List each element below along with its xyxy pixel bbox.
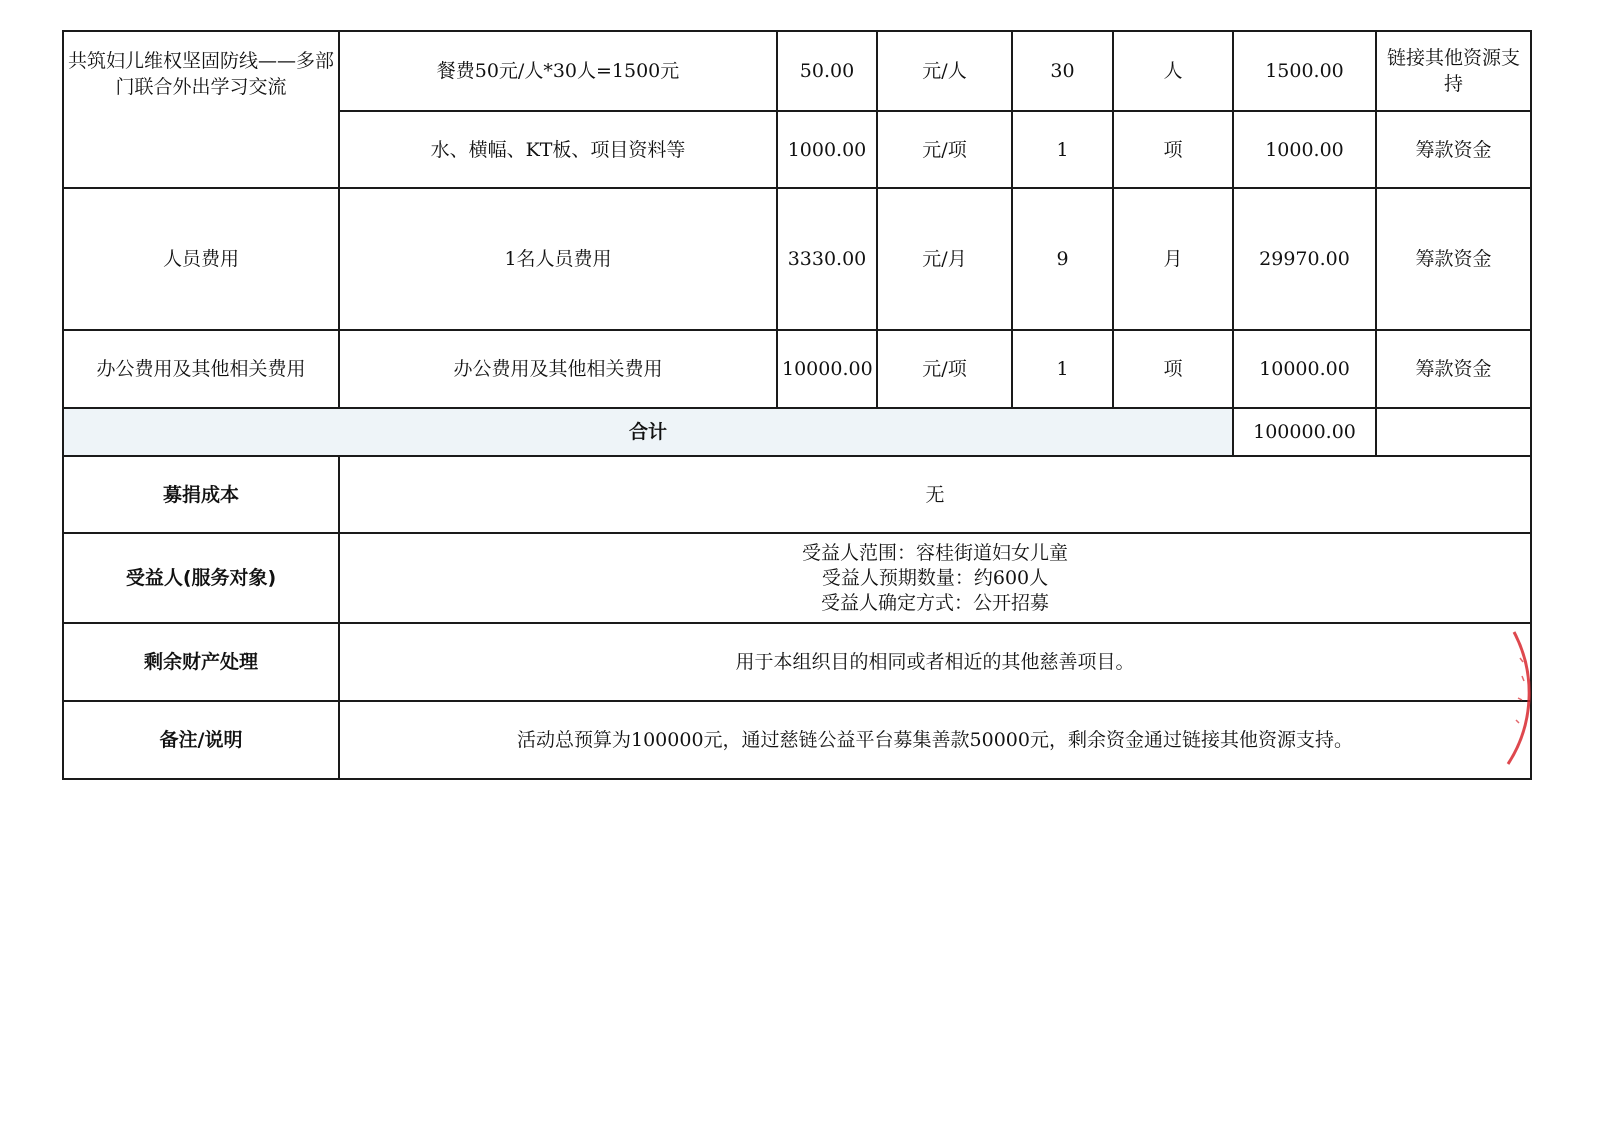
- beneficiaries-scope: 受益人范围：容桂街道妇女儿童: [801, 541, 1068, 564]
- unit-materials: 元/项: [877, 111, 1012, 188]
- unit-meal: 元/人: [877, 31, 1012, 111]
- table-row: [63, 330, 1531, 408]
- price-office: 10000.00: [777, 330, 877, 408]
- table-row: [63, 623, 1531, 701]
- qty-personnel: 9: [1012, 188, 1113, 330]
- price-personnel: 3330.00: [777, 188, 877, 330]
- qty-unit-personnel: 月: [1113, 188, 1233, 330]
- beneficiaries-method: 受益人确定方式：公开招募: [820, 591, 1049, 614]
- source-materials: 筹款资金: [1376, 111, 1531, 188]
- total-amount: 100000.00: [1233, 408, 1376, 456]
- qty-materials: 1: [1012, 111, 1113, 188]
- total-row: [63, 408, 1531, 456]
- table-row: [63, 456, 1531, 533]
- unit-office: 元/项: [877, 330, 1012, 408]
- source-office: 筹款资金: [1376, 330, 1531, 408]
- desc-materials: 水、横幅、KT板、项目资料等: [339, 111, 777, 188]
- table-row: [63, 701, 1531, 779]
- amount-office: 10000.00: [1233, 330, 1376, 408]
- beneficiaries-label: 受益人(服务对象): [63, 533, 339, 623]
- fundraising-cost-label: 募捐成本: [63, 456, 339, 533]
- total-label: 合计: [63, 408, 1233, 456]
- total-source: [1376, 408, 1531, 456]
- source-meal: 链接其他资源支持: [1376, 31, 1531, 111]
- desc-personnel: 1名人员费用: [339, 188, 777, 330]
- item-personnel-name: 人员费用: [63, 188, 339, 330]
- beneficiaries-value: [339, 533, 1531, 623]
- amount-meal: 1500.00: [1233, 31, 1376, 111]
- qty-unit-materials: 项: [1113, 111, 1233, 188]
- desc-meal: 餐费50元/人*30人=1500元: [339, 31, 777, 111]
- amount-personnel: 29970.00: [1233, 188, 1376, 330]
- unit-personnel: 元/月: [877, 188, 1012, 330]
- table-row: [63, 31, 1531, 111]
- qty-office: 1: [1012, 330, 1113, 408]
- fundraising-cost-value: 无: [339, 456, 1531, 533]
- price-meal: 50.00: [777, 31, 877, 111]
- table-row: [63, 188, 1531, 330]
- remarks-label: 备注/说明: [63, 701, 339, 779]
- remarks-value: 活动总预算为100000元，通过慈链公益平台募集善款50000元，剩余资金通过链接其他资源支持。: [339, 701, 1531, 779]
- budget-table: [62, 30, 1532, 780]
- table-row: [63, 533, 1531, 623]
- qty-unit-office: 项: [1113, 330, 1233, 408]
- qty-unit-meal: 人: [1113, 31, 1233, 111]
- item-office-name: 办公费用及其他相关费用: [63, 330, 339, 408]
- price-materials: 1000.00: [777, 111, 877, 188]
- surplus-label: 剩余财产处理: [63, 623, 339, 701]
- beneficiaries-count: 受益人预期数量：约600人: [821, 566, 1049, 589]
- amount-materials: 1000.00: [1233, 111, 1376, 188]
- source-personnel: 筹款资金: [1376, 188, 1531, 330]
- desc-office: 办公费用及其他相关费用: [339, 330, 777, 408]
- qty-meal: 30: [1012, 31, 1113, 111]
- surplus-value: 用于本组织目的相同或者相近的其他慈善项目。: [339, 623, 1531, 701]
- item-study-name: 共筑妇儿维权坚固防线——多部门联合外出学习交流: [63, 31, 339, 188]
